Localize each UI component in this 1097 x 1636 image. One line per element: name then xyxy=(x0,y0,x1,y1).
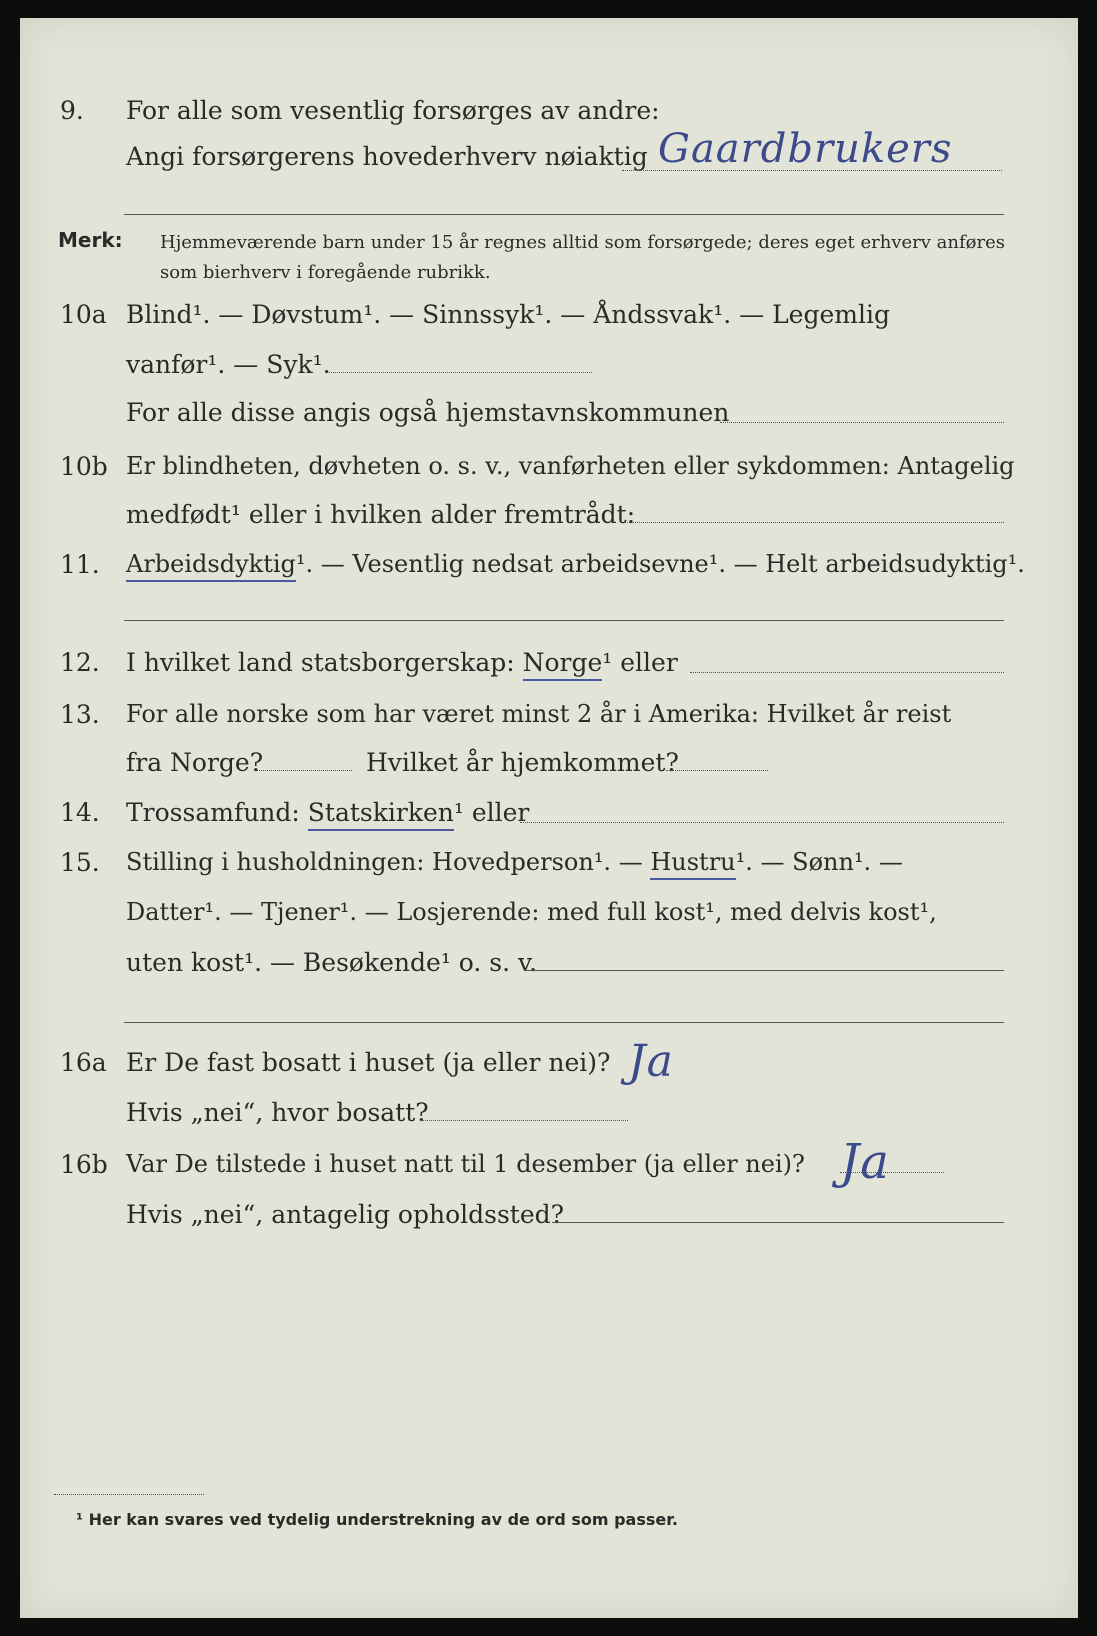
q10b-answer-line xyxy=(624,522,1004,523)
q16a-answer-line xyxy=(420,1120,628,1121)
merk-label: Merk: xyxy=(58,228,123,252)
q10b-number: 10b xyxy=(60,452,108,481)
q16a-line-2: Hvis „nei“, hvor bosatt? xyxy=(126,1098,429,1127)
q13-line-1: For alle norske som har været minst 2 år i Amerika: Hvilket år reist xyxy=(126,700,952,728)
q15-extra-line xyxy=(124,1022,1004,1023)
q15-line-1a: Stilling i husholdningen: Hovedperson¹. — xyxy=(126,848,643,876)
q16b-row-2 xyxy=(20,1200,1078,1240)
q16b-opholdssted-line xyxy=(552,1222,1004,1223)
q10a-row-1 xyxy=(20,300,1078,340)
q12-answer-line xyxy=(690,672,1004,673)
q9-extra-line xyxy=(124,214,1004,215)
q16a-row-2 xyxy=(20,1098,1078,1138)
q13-row-1 xyxy=(20,700,1078,740)
q14-answer-line xyxy=(520,822,1004,823)
q15-number: 15. xyxy=(60,848,100,877)
q10b-row-1 xyxy=(20,452,1078,492)
q14-selected-option: Statskirken xyxy=(308,798,454,831)
q16a-line-1: Er De fast bosatt i huset (ja eller nei)? xyxy=(126,1048,611,1077)
q14-number: 14. xyxy=(60,798,100,827)
q11-rest: ¹. — Vesentlig nedsat arbeidsevne¹. — Helt arbeidsudyktig¹. xyxy=(295,550,1025,578)
q16a-number: 16a xyxy=(60,1048,107,1077)
q10a-line-2: vanfør¹. — Syk¹. xyxy=(126,350,331,379)
q15-line-3: uten kost¹. — Besøkende¹ o. s. v. xyxy=(126,948,538,977)
q10a-line-1: Blind¹. — Døvstum¹. — Sinnssyk¹. — Åndssvak¹. — Legemlig xyxy=(126,300,890,329)
q14-row xyxy=(20,798,1078,838)
q12-pre: I hvilket land statsborgerskap: xyxy=(126,648,515,677)
q12-number: 12. xyxy=(60,648,100,677)
q10b-row-2 xyxy=(20,500,1078,540)
q10b-line-2: medfødt¹ eller i hvilken alder fremtrådt: xyxy=(126,500,636,529)
q10a-kommune-line xyxy=(720,422,1004,423)
q9-number: 9. xyxy=(60,96,84,125)
q9-line-1: For alle som vesentlig forsørges av andre: xyxy=(126,96,660,125)
q14-pre: Trossamfund: xyxy=(126,798,300,827)
q10a-row-2 xyxy=(20,350,1078,390)
q11-selected-option: Arbeidsdyktig xyxy=(126,550,296,582)
q16b-line-1: Var De tilstede i huset natt til 1 desember (ja eller nei)? xyxy=(126,1150,805,1178)
q14-text xyxy=(126,798,529,827)
q16b-row-1 xyxy=(20,1150,1078,1190)
q14-post: ¹ eller xyxy=(453,798,530,827)
q16b-handwritten-answer: Ja xyxy=(840,1134,890,1190)
q13-hjemkommet-line xyxy=(666,770,768,771)
q10a-syk-line xyxy=(326,372,592,373)
q12-post: ¹ eller xyxy=(602,648,678,677)
merk-note xyxy=(20,228,1078,290)
footnote: ¹ Her kan svares ved tydelig understrekning av de ord som passer. xyxy=(76,1510,678,1529)
merk-text: Hjemmeværende barn under 15 år regnes alltid som forsørgede; deres eget erhverv anføres som bierhverv i foregående rubrikk. xyxy=(160,232,1005,283)
q12-selected-option: Norge xyxy=(523,648,603,681)
q9-handwritten-answer: Gaardbrukers xyxy=(658,126,953,172)
q13-line-2a: fra Norge? xyxy=(126,748,264,777)
q13-reist-line xyxy=(254,770,352,771)
q12-row xyxy=(20,648,1078,688)
q16b-answer-line xyxy=(840,1172,944,1173)
q11-extra-line xyxy=(124,620,1004,621)
q10a-row-3 xyxy=(20,398,1078,438)
q13-line-2b: Hvilket år hjemkommet? xyxy=(366,748,679,777)
q15-row-1 xyxy=(20,848,1078,888)
q13-row-2 xyxy=(20,748,1078,788)
q10a-line-3: For alle disse angis også hjemstavnskommunen xyxy=(126,398,730,427)
q12-text xyxy=(126,648,678,677)
q15-line-2: Datter¹. — Tjener¹. — Losjerende: med full kost¹, med delvis kost¹, xyxy=(126,898,937,926)
footnote-rule xyxy=(54,1494,204,1495)
q16b-number: 16b xyxy=(60,1150,108,1179)
census-form-page xyxy=(20,18,1078,1618)
q10a-number: 10a xyxy=(60,300,107,329)
q10b-line-1: Er blindheten, døvheten o. s. v., vanførheten eller sykdommen: Antagelig xyxy=(126,452,1015,480)
q11-text xyxy=(126,550,1025,578)
q16a-handwritten-answer: Ja xyxy=(628,1036,674,1087)
q11-number: 11. xyxy=(60,550,100,579)
q11-row xyxy=(20,550,1078,590)
q15-row-3 xyxy=(20,948,1078,988)
q15-selected-option: Hustru xyxy=(650,848,735,880)
q15-line-1 xyxy=(126,848,903,876)
q15-row-2 xyxy=(20,898,1078,938)
q13-number: 13. xyxy=(60,700,100,729)
q16b-line-2: Hvis „nei“, antagelig opholdssted? xyxy=(126,1200,565,1229)
q9-line-2: Angi forsørgerens hovederhverv nøiaktig xyxy=(126,142,648,171)
q15-line-1b: ¹. — Sønn¹. — xyxy=(735,848,903,876)
q15-answer-line xyxy=(524,970,1004,971)
q16a-row-1 xyxy=(20,1048,1078,1088)
